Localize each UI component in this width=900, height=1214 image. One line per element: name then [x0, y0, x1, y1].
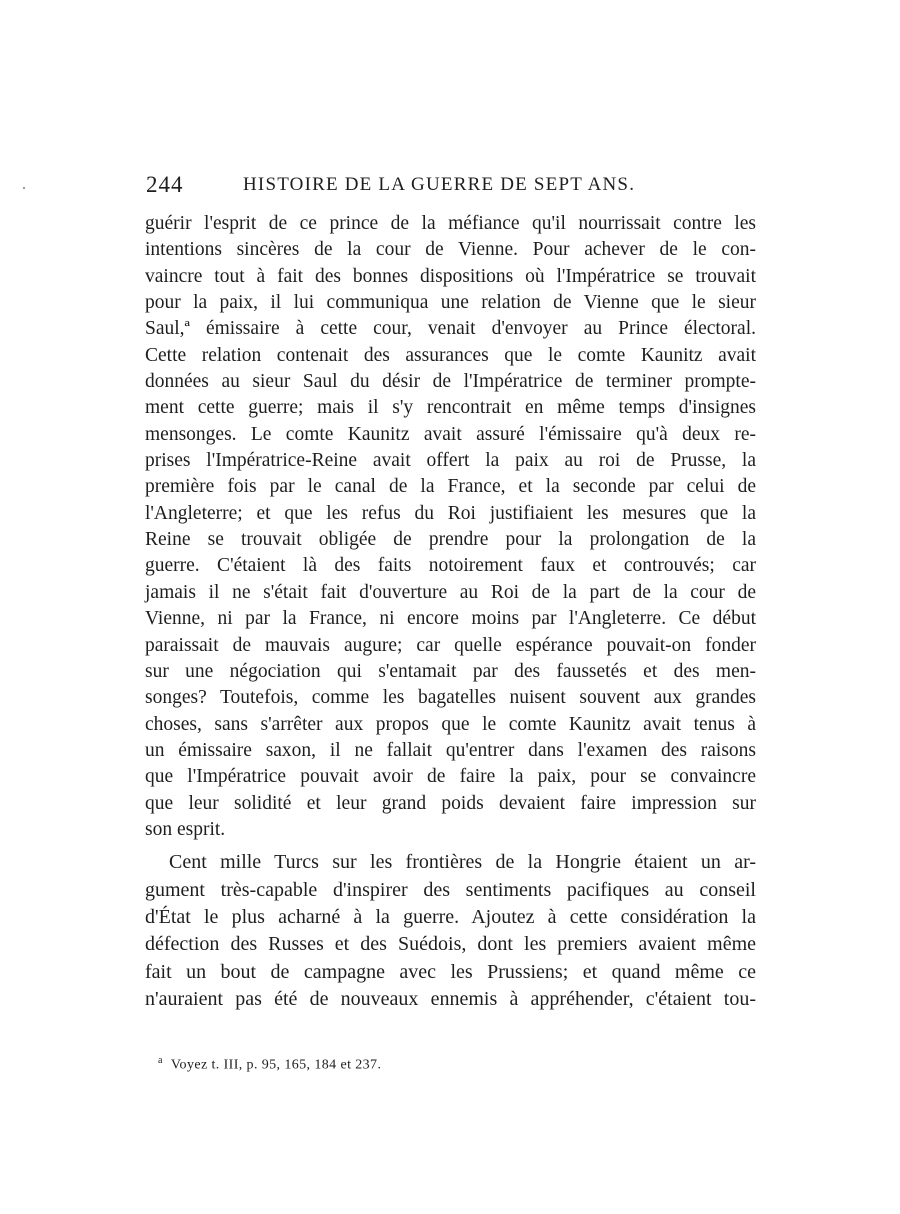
text-line: jamais il ne s'était fait d'ouverture au Roi de la part de la cour de [145, 581, 756, 603]
text-line: Saul,ª émissaire à cette cour, venait d'envoyer au Prince électoral. [145, 318, 756, 340]
text-line: Cette relation contenait des assurances que le comte Kaunitz avait [145, 344, 756, 366]
text-line: pour la paix, il lui communiqua une relation de Vienne que le sieur [145, 292, 756, 314]
text-line: son esprit. [145, 818, 226, 840]
text-line: songes? Toutefois, comme les bagatelles nuisent souvent aux grandes [145, 687, 756, 709]
text-line: gument très-capable d'inspirer des sentiments pacifiques au conseil [145, 878, 756, 901]
scan-speck [23, 187, 25, 189]
page-number: 244 [146, 172, 184, 197]
text-line: première fois par le canal de la France, et la seconde par celui de [145, 476, 756, 498]
text-line: intentions sincères de la cour de Vienne. Pour achever de le con- [145, 239, 756, 261]
text-line: un émissaire saxon, il ne fallait qu'entrer dans l'examen des raisons [145, 739, 756, 761]
text-line: vaincre tout à fait des bonnes dispositions où l'Impératrice se trouvait [145, 265, 756, 287]
footnote [158, 1055, 381, 1074]
body-text [145, 211, 756, 1014]
text-line: paraissait de mauvais augure; car quelle espérance pouvait-on fonder [145, 634, 756, 656]
text-line: défection des Russes et des Suédois, dont les premiers avaient même [145, 933, 756, 956]
text-line: guerre. C'étaient là des faits notoirement faux et controuvés; car [145, 555, 756, 577]
text-line: prises l'Impératrice-Reine avait offert la paix au roi de Prusse, la [145, 450, 756, 472]
text-line: mensonges. Le comte Kaunitz avait assuré l'émissaire qu'à deux re- [145, 423, 756, 445]
text-line: d'État le plus acharné à la guerre. Ajoutez à cette considération la [145, 906, 756, 929]
text-line: n'auraient pas été de nouveaux ennemis à appréhender, c'étaient tou- [145, 988, 756, 1011]
footnote-text: Voyez t. III, p. 95, 165, 184 et 237. [170, 1057, 382, 1073]
text-line: guérir l'esprit de ce prince de la méfiance qu'il nourrissait contre les [145, 213, 756, 234]
text-line: Reine se trouvait obligée de prendre pour la prolongation de la [145, 529, 756, 551]
footnote-marker: a [158, 1055, 163, 1066]
text-line: choses, sans s'arrêter aux propos que le comte Kaunitz avait tenus à [145, 713, 756, 735]
paragraph-1 [145, 211, 756, 843]
text-line: que l'Impératrice pouvait avoir de faire la paix, pour se convaincre [145, 766, 756, 788]
page-header [146, 172, 766, 202]
text-line: fait un bout de campagne avec les Prussiens; et quand même ce [145, 960, 756, 983]
text-line: données au sieur Saul du désir de l'Impératrice de terminer prompte- [145, 371, 756, 393]
text-line: sur une négociation qui s'entamait par des faussetés et des men- [145, 660, 756, 682]
text-line: Cent mille Turcs sur les frontières de la Hongrie étaient un ar- [169, 851, 756, 874]
text-line: que leur solidité et leur grand poids devaient faire impression sur [145, 792, 756, 814]
text-line: l'Angleterre; et que les refus du Roi justifiaient les mesures que la [145, 502, 756, 524]
running-title: HISTOIRE DE LA GUERRE DE SEPT ANS. [243, 174, 636, 195]
text-line: ment cette guerre; mais il s'y rencontrait en même temps d'insignes [145, 397, 756, 419]
text-line: Vienne, ni par la France, ni encore moins par l'Angleterre. Ce début [145, 608, 756, 630]
paragraph-2 [145, 849, 756, 1013]
